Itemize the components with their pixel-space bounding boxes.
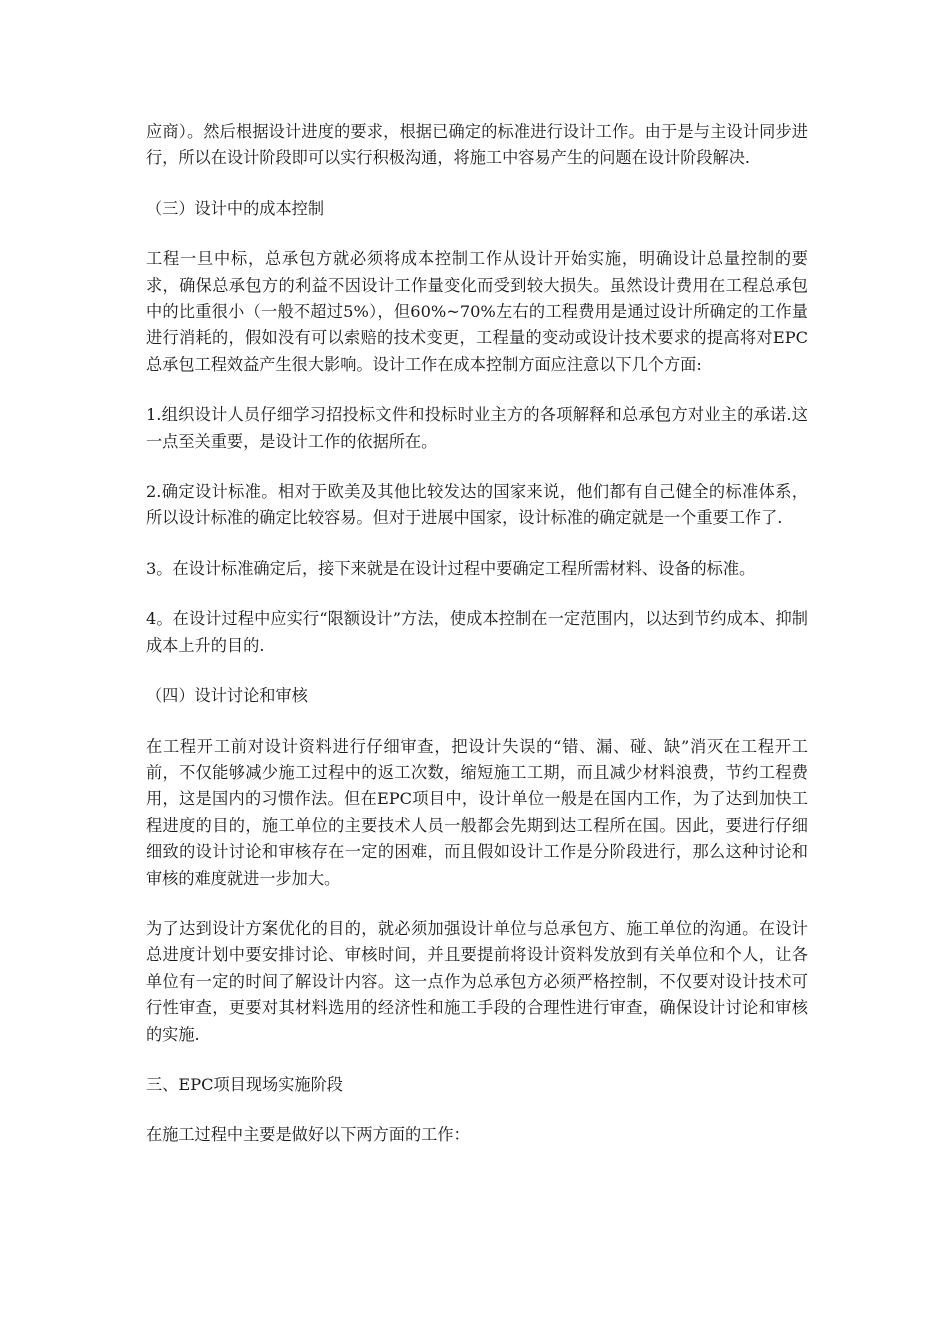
paragraph-design-sync: 应商）。然后根据设计进度的要求，根据已确定的标准进行设计工作。由于是与主设计同步进行，所以在设计阶段即可以实行积极沟通，将施工中容易产生的问题在设计阶段解决.: [146, 122, 808, 168]
section-heading-site-implementation: 三、EPC项目现场实施阶段: [146, 1074, 343, 1094]
paragraph-cost-control-intro: 工程一旦中标，总承包方就必须将成本控制工作从设计开始实施，明确设计总量控制的要求，确保总承包方的利益不因设计工作量变化而受到较大损失。虽然设计费用在工程总承包中的比重很小（一般不超过5%），但60%~70%左右的工程费用是通过设计所确定的工作量进行消耗的，假如没有可以索赔的技术变更，工程量的变动或设计技术要求的提高将对EPC总承包工程效益产生很大影响。设计工作在成本控制方面应注意以下几个方面:: [146, 249, 808, 374]
section-heading-cost-control: （三）设计中的成本控制: [146, 198, 325, 218]
list-item-4: 4。在设计过程中应实行“限额设计”方法，使成本控制在一定范围内，以达到节约成本、抑制成本上升的目的.: [146, 609, 808, 655]
paragraph-construction-work: 在施工过程中主要是做好以下两方面的工作：: [146, 1125, 470, 1145]
list-item-3: 3。在设计标准确定后，接下来就是在设计过程中要确定工程所需材料、设备的标准。: [146, 558, 756, 578]
paragraph-review-optimization: 为了达到设计方案优化的目的，就必须加强设计单位与总承包方、施工单位的沟通。在设计总进度计划中要安排讨论、审核时间，并且要提前将设计资料发放到有关单位和个人，让各单位有一定的时间了解设计内容。这一点作为总承包方必须严格控制，不仅要对设计技术可行性审查，更要对其材料选用的经济性和施工手段的合理性进行审查，确保设计讨论和审核的实施.: [146, 918, 808, 1044]
document-body: [146, 119, 808, 1173]
list-item-1: 1.组织设计人员仔细学习招投标文件和投标时业主方的各项解释和总承包方对业主的承诺.这一点至关重要，是设计工作的依据所在。: [146, 405, 808, 451]
section-heading-design-review: （四）设计讨论和审核: [146, 686, 308, 706]
paragraph-review-practice: 在工程开工前对设计资料进行仔细审查，把设计失误的“错、漏、碰、缺”消灭在工程开工前，不仅能够减少施工过程中的返工次数，缩短施工工期，而且减少材料浪费，节约工程费用，这是国内的习惯作法。但在EPC项目中，设计单位一般是在国内工作，为了达到加快工程进度的目的，施工单位的主要技术人员一般都会先期到达工程所在国。因此，要进行仔细细致的设计讨论和审核存在一定的困难，而且假如设计工作是分阶段进行，那么这种讨论和审核的难度就进一步加大。: [146, 736, 808, 888]
list-item-2: 2.确定设计标准。相对于欧美及其他比较发达的国家来说，他们都有自己健全的标准体系，所以设计标准的确定比较容易。但对于进展中国家，设计标准的确定就是一个重要工作了.: [146, 482, 808, 528]
